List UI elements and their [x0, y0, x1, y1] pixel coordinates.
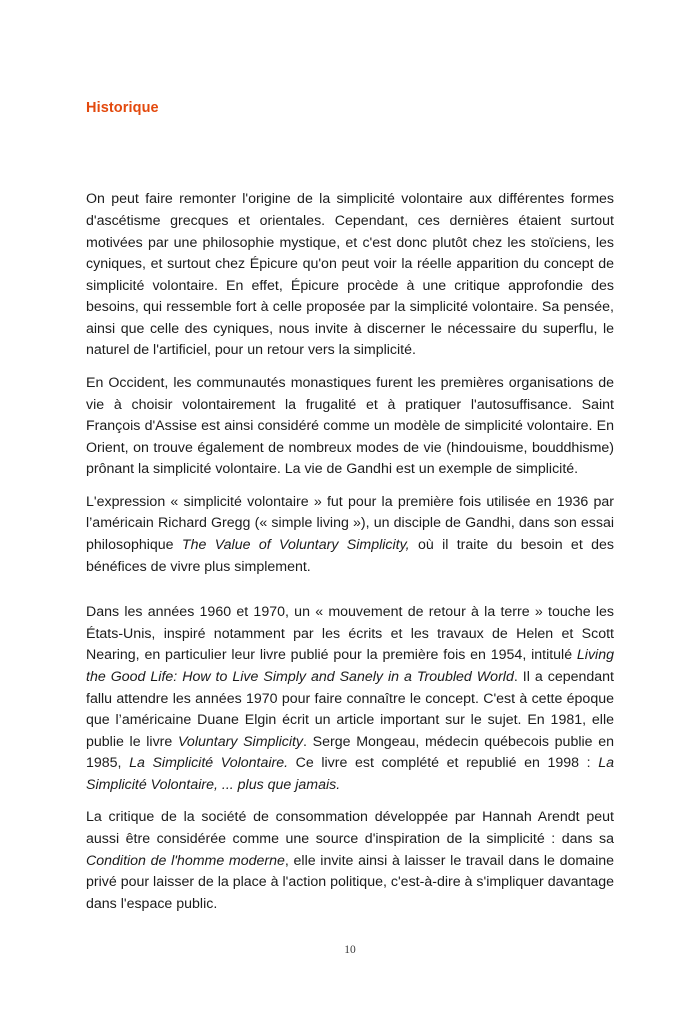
- page-content: [86, 100, 614, 915]
- page-number: 10: [344, 944, 356, 956]
- body-text: [86, 189, 614, 915]
- italic-title: La Simplicité Volontaire.: [129, 755, 289, 772]
- text-run: Dans les années 1960 et 1970, un « mouvement de retour à la terre » touche les États-Unis, inspiré notamment par les écrits et les travaux de Helen et Scott Nearing, en particulier leur livre publié pour la première fois en 1954, intitulé: [86, 604, 614, 664]
- text-run: Ce livre est complété et republié en 1998 :: [288, 755, 599, 772]
- text-run: On peut faire remonter l'origine de la simplicité volontaire aux différentes formes d'ascétisme grecques et orientales. Cependant, ces dernières étaient surtout motivées par une philosophie mystique, et c'est donc plutôt chez les stoïciens, les cyniques, et surtout chez Épicure qu'on peut voir la réelle apparition du concept de simplicité volontaire. En effet, Épicure procède à une critique approfondie des besoins, qui ressemble fort à celle proposée par la simplicité volontaire. Sa pensée, ainsi que celle des cyniques, nous invite à discerner le nécessaire du superflu, le naturel de l'artificiel, pour un retour vers la simplicité.: [86, 191, 614, 359]
- para-retour-a-la-terre: [86, 602, 614, 796]
- italic-title: Voluntary Simplicity: [178, 733, 304, 750]
- text-run: La critique de la société de consommation développée par Hannah Arendt peut aussi être considérée comme une source d'inspiration de la simplicité : dans sa: [86, 809, 614, 847]
- italic-title: Living the Good Life: How to Live Simply and Sanely in a Troubled World: [86, 647, 614, 685]
- para-origines: [86, 189, 614, 362]
- italic-title: The Value of Voluntary Simplicity,: [181, 537, 410, 554]
- text-run: . Serge Mongeau, médecin québecois publie en 1985,: [86, 733, 615, 772]
- text-run: , elle invite ainsi à laisser le travail dans le domaine privé pour laisser de la place à l'action politique, c'est-à-dire à s'impliquer davantage dans l'espace public.: [86, 852, 615, 912]
- italic-title: Condition de l'homme moderne: [86, 852, 285, 869]
- text-run: En Occident, les communautés monastiques furent les premières organisations de vie à choisir volontairement la frugalité et à pratiquer l'autosuffisance. Saint François d'Assise est ainsi considéré comme un modèle de simplicité volontaire. En Orient, on trouve également de nombreux modes de vie (hindouisme, bouddhisme) prônant la simplicité volontaire. La vie de Gandhi est un exemple de simplicité.: [86, 375, 614, 478]
- text-run: où il traite du besoin et des bénéfices de vivre plus simplement.: [86, 537, 614, 575]
- italic-title: La Simplicité Volontaire, ... plus que jamais.: [86, 755, 614, 793]
- para-richard-gregg: [86, 492, 614, 578]
- text-run: . Il a cependant fallu attendre les années 1970 pour faire connaître le concept. C'est à cette époque que l’américaine Duane Elgin écrit un article important sur le sujet. En 1981, elle publie le livre: [86, 668, 614, 750]
- text-run: L'expression « simplicité volontaire » fut pour la première fois utilisée en 1936 par l’américain Richard Gregg (« simple living »), un disciple de Gandhi, dans son essai philosophique: [86, 493, 614, 554]
- page-title: Historique: [86, 100, 159, 116]
- para-occident-orient: [86, 373, 614, 481]
- para-hannah-arendt: [86, 807, 614, 915]
